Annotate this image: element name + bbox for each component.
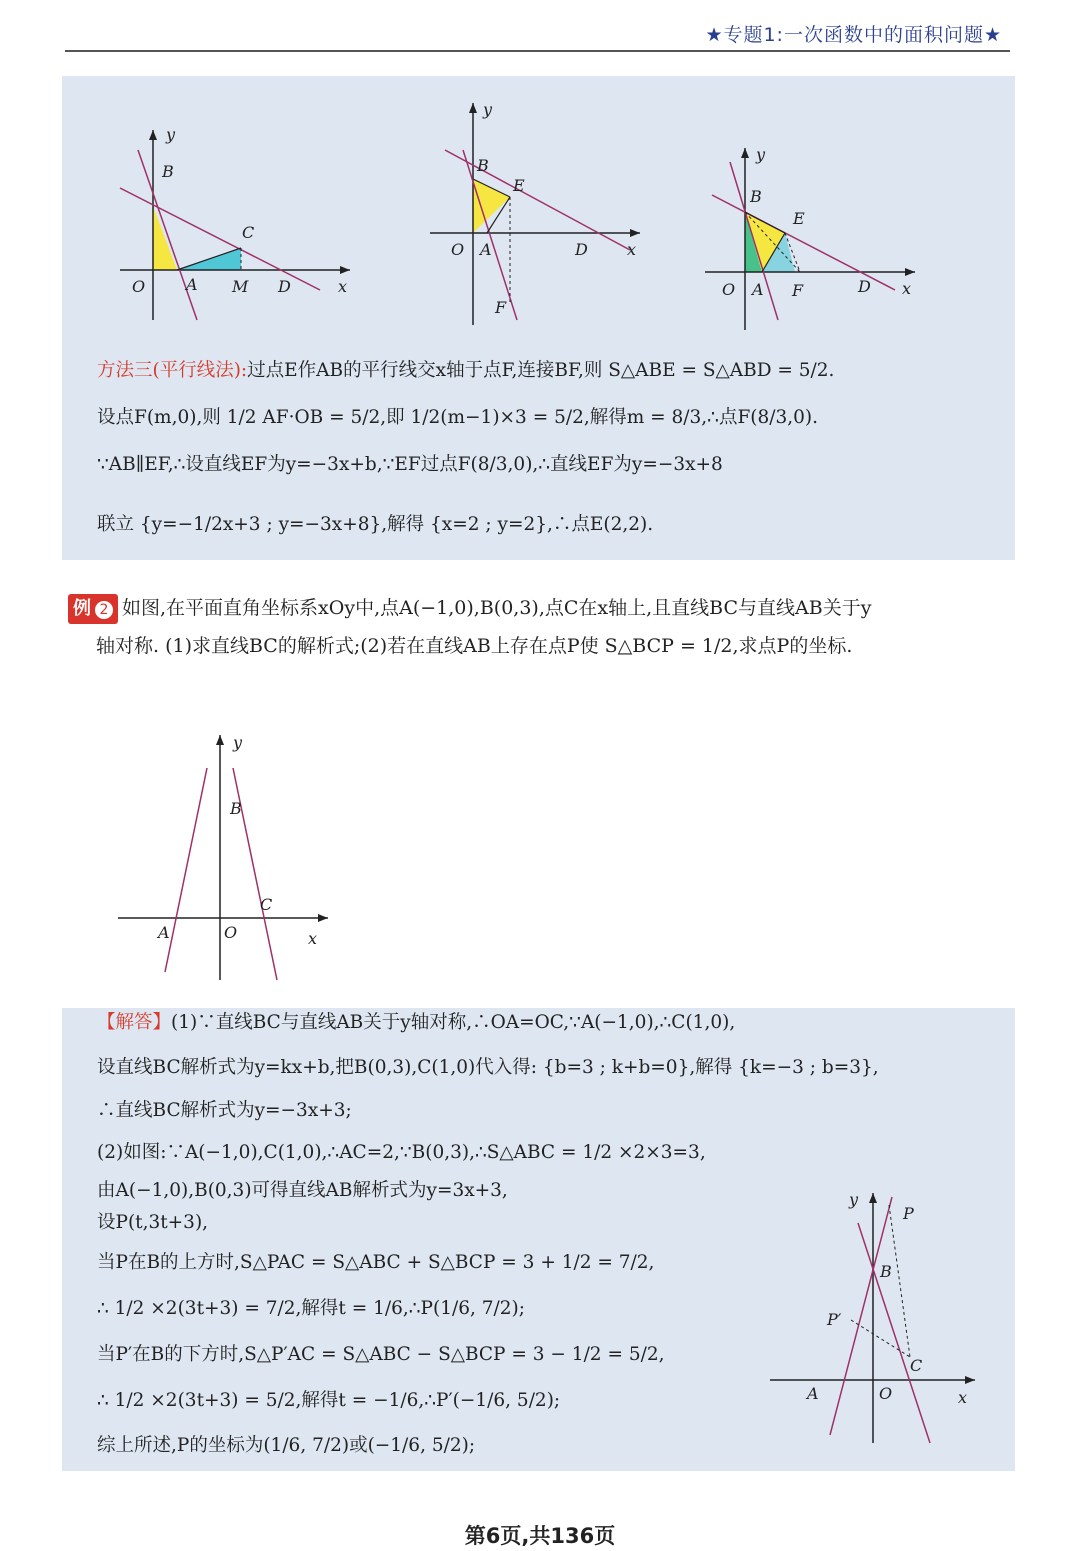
fig1-B-label: B [162,162,174,181]
fig5-C-label: C [910,1356,923,1375]
header-divider [65,50,1010,52]
fig4-A-label: A [158,923,170,942]
fig3-B-label: B [750,187,762,206]
fig3-F-label: F [792,281,804,300]
fig2-E-label: E [513,176,525,195]
example2-line1 [68,594,871,624]
fig4-O-label: O [224,923,238,942]
figure-5 [765,1185,985,1450]
fig2-F-label: F [495,298,507,317]
fig5-x-label: x [958,1388,968,1407]
fig2-D-label: D [575,240,588,259]
solution-label: 【解答】 [97,1012,172,1033]
fig3-y-label: y [756,145,766,164]
fig1-M-label: M [232,277,249,296]
figure-4 [110,730,340,990]
method3-line1 [97,358,834,384]
fig3-E-label: E [793,209,805,228]
fig4-B-label: B [230,799,242,818]
solution-l1-text: (1)∵直线BC与直线AB关于y轴对称,∴OA=OC,∵A(−1,0),∴C(1,0), [171,1012,736,1033]
method3-line1-text: 过点E作AB的平行线交x轴于点F,连接BF,则 S△ABE = S△ABD = 5/2. [247,360,835,381]
example2-text1: 如图,在平面直角坐标系xOy中,点A(−1,0),B(0,3),点C在x轴上,且直线BC与直线AB关于y [122,597,872,619]
fig4-y-label: y [233,733,243,752]
fig1-A-label: A [186,275,198,294]
fig5-O-label: O [879,1384,893,1403]
fig5-A-label: A [807,1384,819,1403]
method3-line2: 设点F(m,0),则 1/2 AF·OB = 5/2,即 1/2(m−1)×3 = 5/2,解得m = 8/3,∴点F(8/3,0). [97,407,819,428]
solution-line5: 由A(−1,0),B(0,3)可得直线AB解析式为y=3x+3, [97,1180,508,1201]
fig3-x-label: x [902,279,912,298]
page-header-title: ★专题1:一次函数中的面积问题★ [705,24,1002,46]
fig2-B-label: B [477,156,489,175]
fig5-P2-label: P′ [827,1310,842,1329]
fig5-P-label: P [903,1204,914,1223]
solution-line8: ∴ 1/2 ×2(3t+3) = 7/2,解得t = 1/6,∴P(1/6, 7/2); [97,1298,525,1319]
solution-line2: 设直线BC解析式为y=kx+b,把B(0,3),C(1,0)代入得: {b=3 ; k+b=0},解得 {k=−3 ; b=3}, [97,1057,879,1078]
fig2-x-label: x [627,240,637,259]
solution-line1 [97,1010,735,1036]
solution-line10: ∴ 1/2 ×2(3t+3) = 5/2,解得t = −1/6,∴P′(−1/6, 5/2); [97,1390,561,1411]
figure-2 [425,95,655,325]
method3-line3: ∵AB∥EF,∴设直线EF为y=−3x+b,∵EF过点F(8/3,0),∴直线EF为y=−3x+8 [97,454,723,475]
solution-line11: 综上所述,P的坐标为(1/6, 7/2)或(−1/6, 5/2); [97,1435,476,1456]
figure-3 [700,140,925,335]
fig4-C-label: C [260,895,273,914]
fig3-D-label: D [858,277,871,296]
solution-line4: (2)如图:∵A(−1,0),C(1,0),∴AC=2,∵B(0,3),∴S△ABC = 1/2 ×2×3=3, [97,1142,706,1163]
fig1-C-label: C [242,223,255,242]
fig3-O-label: O [722,280,736,299]
fig4-x-label: x [308,929,318,948]
fig2-y-label: y [483,100,493,119]
fig3-A-label: A [752,280,764,299]
fig1-y-label: y [166,125,176,144]
example2-line2: 轴对称. (1)求直线BC的解析式;(2)若在直线AB上存在点P使 S△BCP = 1/2,求点P的坐标. [96,635,853,657]
fig2-O-label: O [451,240,465,259]
fig1-O-label: O [132,277,146,296]
fig5-B-label: B [880,1262,892,1281]
fig2-A-label: A [480,240,492,259]
solution-line6: 设P(t,3t+3), [97,1212,209,1233]
solution-line7: 当P在B的上方时,S△PAC = S△ABC + S△BCP = 3 + 1/2 = 7/2, [97,1252,655,1273]
figure-1 [110,120,370,330]
solution-line3: ∴直线BC解析式为y=−3x+3; [97,1100,352,1121]
solution-line9: 当P′在B的下方时,S△P′AC = S△ABC − S△BCP = 3 − 1/2 = 5/2, [97,1344,665,1365]
fig1-x-label: x [338,277,348,296]
method3-line4: 联立 {y=−1/2x+3 ; y=−3x+8},解得 {x=2 ; y=2},∴点E(2,2). [97,514,654,535]
method3-label: 方法三(平行线法): [97,360,248,381]
fig5-y-label: y [849,1190,859,1209]
page-footer: 第6页,共136页 [464,1524,616,1548]
fig1-D-label: D [278,277,291,296]
example-badge: 例 2 [68,594,118,624]
